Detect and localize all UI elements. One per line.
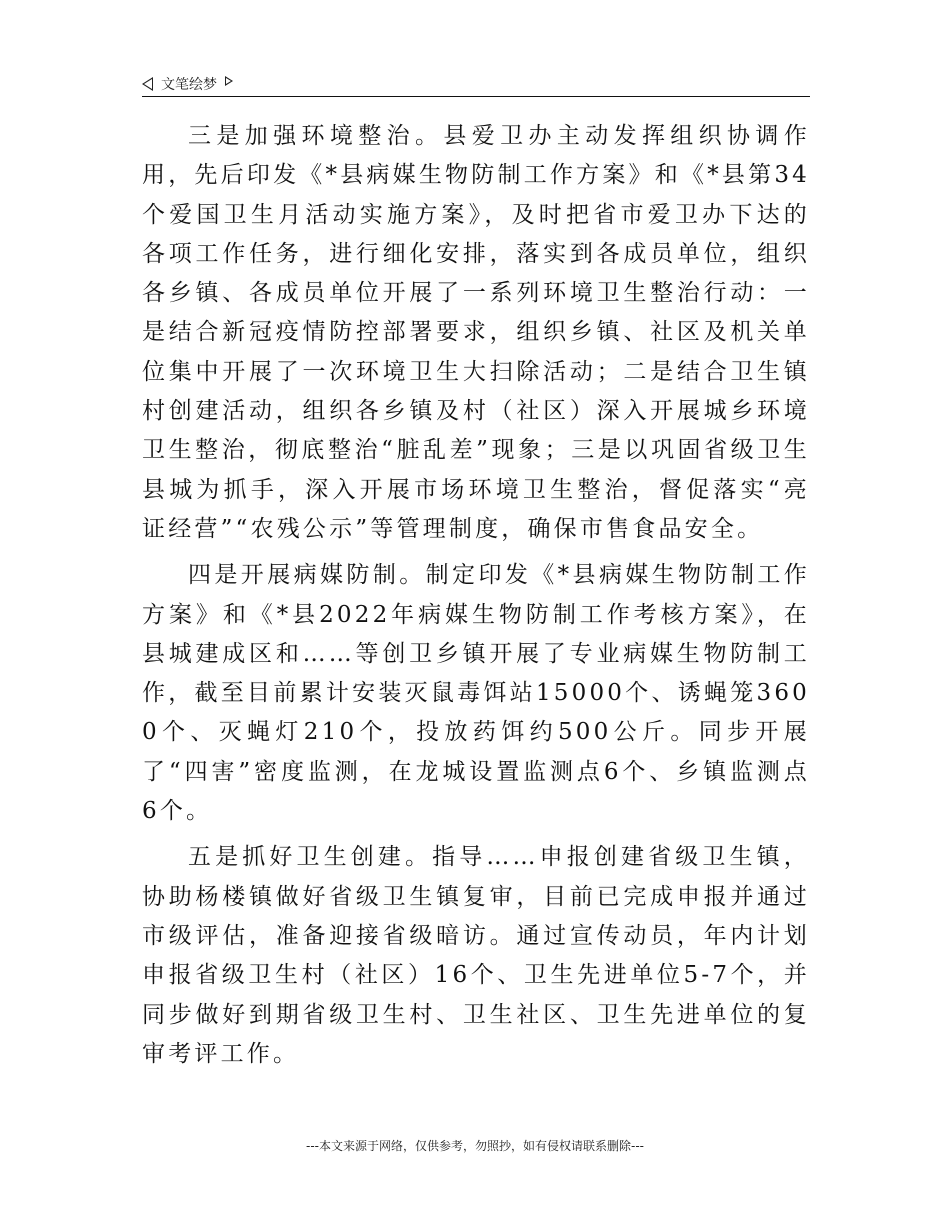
header-divider — [142, 96, 810, 97]
page-header — [142, 72, 810, 96]
paragraph-health-creation: 五是抓好卫生创建。指导……申报创建省级卫生镇，协助杨楼镇做好省级卫生镇复审，目前已完成申报并通过市级评估，准备迎接省级暗访。通过宣传动员，年内计划申报省级卫生村（社区）16个、卫生先进单位5-7个，并同步做好到期省级卫生村、卫生社区、卫生先进单位的复审考评工作。 — [142, 844, 810, 1067]
paragraph-vector-control: 四是开展病媒防制。制定印发《*县病媒生物防制工作方案》和《*县2022年病媒生物防制工作考核方案》，在县城建成区和……等创卫乡镇开展了专业病媒生物防制工作，截至目前累计安装灭鼠毒饵站15000个、诱蝇笼3600个、灭蝇灯210个，投放药饵约500公斤。同步开展了“四害”密度监测，在龙城设置监测点6个、乡镇监测点6个。 — [142, 562, 810, 825]
triangle-right-icon — [225, 76, 233, 86]
header-title: 文笔绘梦 — [161, 77, 217, 93]
triangle-left-icon — [142, 77, 153, 91]
footer-notice: ---本文来源于网络，仅供参考，勿照抄，如有侵权请联系删除--- — [306, 1139, 644, 1153]
document-body — [142, 117, 810, 1081]
paragraph-environment: 三是加强环境整治。县爱卫办主动发挥组织协调作用，先后印发《*县病媒生物防制工作方案》和《*县第34个爱国卫生月活动实施方案》，及时把省市爱卫办下达的各项工作任务，进行细化安排，落实到各成员单位，组织各乡镇、各成员单位开展了一系列环境卫生整治行动：一是结合新冠疫情防控部署要求，组织乡镇、社区及机关单位集中开展了一次环境卫生大扫除活动；二是结合卫生镇村创建活动，组织各乡镇及村（社区）深入开展城乡环境卫生整治，彻底整治“脏乱差”现象；三是以巩固省级卫生县城为抓手，深入开展市场环境卫生整治，督促落实“亮证经营”“农残公示”等管理制度，确保市售食品安全。 — [142, 123, 810, 542]
